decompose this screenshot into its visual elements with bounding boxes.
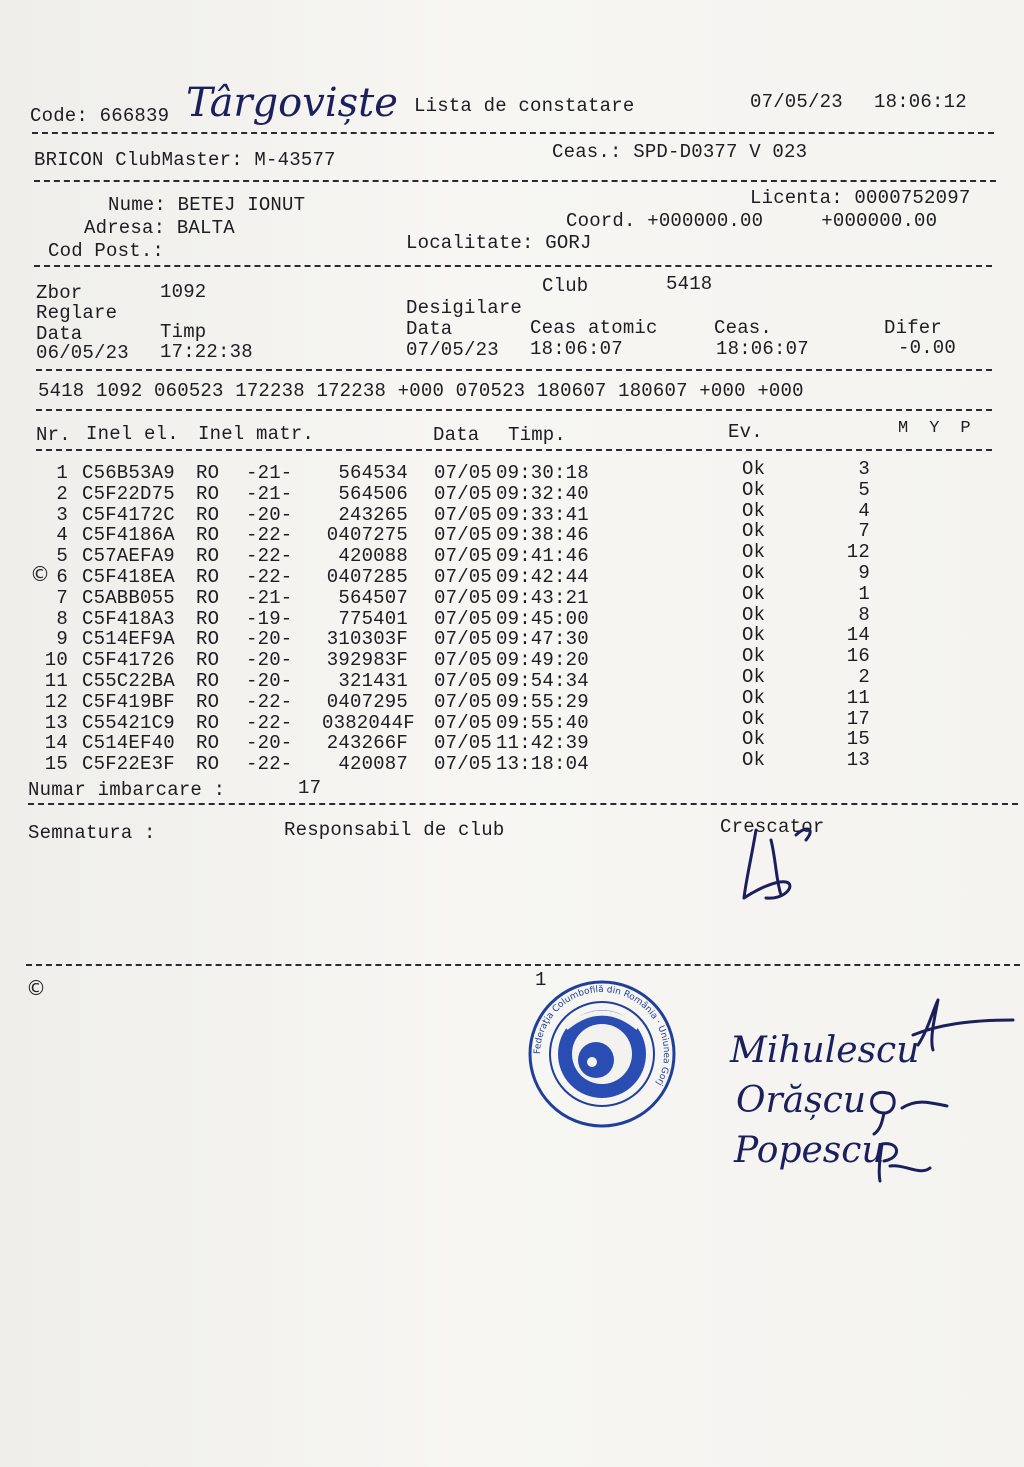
- row-number: 11: [44, 670, 68, 692]
- header-inel-matr: Inel matr.: [198, 423, 315, 445]
- clock-label: Ceas.: [714, 317, 773, 339]
- arrival-time: 09:54:34: [496, 670, 589, 692]
- ring-country: RO: [196, 753, 220, 776]
- binder-mark-icon: ©: [26, 976, 46, 1000]
- order-number: 8: [858, 603, 870, 626]
- license: Licenta: 0000752097: [750, 187, 971, 209]
- ring-matricol: 0382044F: [322, 711, 415, 734]
- arrival-time: 09:47:30: [496, 628, 589, 651]
- ring-country: RO: [196, 690, 220, 713]
- order-number: 14: [846, 624, 870, 647]
- difference-label: Difer: [884, 317, 943, 339]
- document-title: Lista de constatare: [414, 95, 635, 117]
- header-inel-el: Inel el.: [86, 423, 179, 445]
- ring-electronic: C5ABB055: [82, 586, 175, 609]
- arrival-date: 07/05: [434, 566, 493, 588]
- arrival-time: 09:45:00: [496, 607, 589, 630]
- event-status: Ok: [742, 645, 766, 668]
- witness-name-2: Orășcu: [736, 1080, 867, 1121]
- ring-year: -19-: [246, 607, 293, 630]
- arrival-date: 07/05: [434, 649, 493, 672]
- order-number: 11: [846, 686, 870, 709]
- ring-electronic: C5F418EA: [82, 566, 175, 588]
- row-number: 1: [56, 462, 68, 484]
- ring-electronic: C5F41726: [82, 649, 175, 672]
- order-number: 13: [846, 749, 870, 772]
- ring-year: -21-: [246, 482, 293, 505]
- ring-country: RO: [196, 524, 220, 547]
- clubmaster-id: BRICON ClubMaster: M-43577: [34, 149, 336, 171]
- ring-year: -22-: [246, 753, 293, 776]
- arrival-time: 09:30:18: [496, 462, 589, 484]
- event-status: Ok: [742, 666, 766, 688]
- arrival-date: 07/05: [434, 545, 493, 568]
- reglare-date: 06/05/23: [36, 342, 129, 364]
- atomic-clock-label: Ceas atomic: [530, 317, 658, 339]
- arrival-date: 07/05: [434, 690, 493, 713]
- reglare-label: Reglare: [36, 302, 118, 324]
- ring-matricol: 243265: [338, 503, 408, 526]
- ring-matricol: 0407285: [326, 566, 408, 588]
- divider: [36, 449, 992, 451]
- ring-country: RO: [196, 670, 220, 692]
- witness-name-3: Popescu: [734, 1130, 885, 1171]
- event-status: Ok: [742, 541, 766, 564]
- event-status: Ok: [742, 624, 766, 647]
- ring-country: RO: [196, 566, 220, 588]
- header-ev: Ev.: [728, 421, 763, 443]
- coordinates: Coord. +000000.00 +000000.00: [566, 210, 938, 232]
- handwritten-city: Târgoviște: [186, 80, 398, 126]
- event-status: Ok: [742, 603, 766, 626]
- ring-country: RO: [196, 649, 220, 672]
- header-data: Data: [433, 424, 480, 446]
- data-label-2: Data: [406, 318, 453, 340]
- ring-matricol: 0407295: [326, 690, 408, 713]
- row-number: 15: [44, 753, 68, 776]
- witness-signature-3: [870, 1136, 940, 1186]
- flight-label: Zbor: [36, 282, 83, 304]
- ring-electronic: C5F4186A: [82, 524, 175, 547]
- arrival-date: 07/05: [434, 482, 493, 505]
- arrival-time: 09:55:40: [496, 711, 589, 734]
- clock-time: 18:06:07: [716, 338, 809, 360]
- club-label: Club: [542, 275, 589, 297]
- arrival-date: 07/05: [434, 586, 493, 609]
- order-number: 15: [846, 728, 870, 751]
- event-status: Ok: [742, 749, 766, 772]
- order-number: 17: [846, 707, 870, 730]
- ring-matricol: 564507: [338, 586, 408, 609]
- event-status: Ok: [742, 707, 766, 730]
- row-number: 9: [56, 628, 68, 651]
- timp-label: Timp: [160, 321, 207, 343]
- event-status: Ok: [742, 686, 766, 709]
- arrival-time: 09:42:44: [496, 566, 589, 588]
- summary-line: 5418 1092 060523 172238 172238 +000 070523 180607 180607 +000 +000: [38, 380, 804, 402]
- row-number: 6: [56, 566, 68, 588]
- event-status: Ok: [742, 520, 766, 543]
- ring-country: RO: [196, 607, 220, 630]
- page-number: 1: [535, 969, 547, 991]
- ring-year: -22-: [246, 690, 293, 713]
- event-status: Ok: [742, 458, 766, 480]
- embark-count-value: 17: [298, 777, 322, 799]
- desigilare-date: 07/05/23: [406, 339, 499, 361]
- ring-year: -20-: [246, 503, 293, 526]
- arrival-date: 07/05: [434, 628, 493, 651]
- row-number: 3: [56, 503, 68, 526]
- witness-name-1: Mihulescu: [730, 1030, 920, 1071]
- ring-electronic: C514EF40: [82, 732, 175, 755]
- binder-mark-icon: ©: [30, 562, 50, 586]
- divider: [32, 132, 994, 134]
- ring-year: -20-: [246, 628, 293, 651]
- code-label: Code: 666839: [30, 105, 170, 127]
- arrival-date: 07/05: [434, 670, 493, 692]
- ring-matricol: 321431: [338, 670, 408, 692]
- ring-year: -20-: [246, 732, 293, 755]
- order-number: 3: [858, 458, 870, 480]
- arrival-date: 07/05: [434, 524, 493, 547]
- data-label: Data: [36, 323, 83, 345]
- divider: [36, 409, 992, 411]
- ring-electronic: C5F418A3: [82, 607, 175, 630]
- ring-matricol: 243266F: [326, 732, 408, 755]
- witness-signature-2: [862, 1078, 952, 1138]
- flight-number: 1092: [160, 281, 207, 303]
- ring-country: RO: [196, 711, 220, 734]
- ring-matricol: 420087: [338, 753, 408, 776]
- ring-electronic: C56B53A9: [82, 462, 175, 484]
- arrival-time: 09:49:20: [496, 649, 589, 672]
- club-responsible-label: Responsabil de club: [284, 819, 505, 841]
- ring-country: RO: [196, 462, 220, 484]
- ring-year: -22-: [246, 524, 293, 547]
- event-status: Ok: [742, 728, 766, 751]
- row-number: 10: [44, 649, 68, 672]
- fancier-address: Adresa: BALTA: [84, 217, 235, 239]
- arrival-time: 09:33:41: [496, 503, 589, 526]
- ring-electronic: C514EF9A: [82, 628, 175, 651]
- ring-electronic: C55C22BA: [82, 670, 175, 692]
- stamp-text: Federaţia Columbofilă din România · Uniunea Gorj: [532, 984, 672, 1088]
- order-number: 7: [858, 520, 870, 543]
- breeder-signature: [736, 820, 826, 910]
- event-status: Ok: [742, 478, 766, 501]
- divider: [36, 369, 992, 371]
- row-number: 2: [56, 482, 68, 505]
- arrival-date: 07/05: [434, 753, 493, 776]
- order-number: 2: [858, 666, 870, 688]
- ring-matricol: 775401: [338, 607, 408, 630]
- ring-year: -20-: [246, 649, 293, 672]
- ring-matricol: 392983F: [326, 649, 408, 672]
- order-number: 9: [858, 562, 870, 584]
- order-number: 1: [858, 582, 870, 605]
- difference-value: -0.00: [898, 337, 957, 359]
- header-nr: Nr.: [36, 424, 71, 446]
- arrival-time: 11:42:39: [496, 732, 589, 755]
- witness-signature-1: [908, 990, 1018, 1060]
- event-status: Ok: [742, 499, 766, 522]
- ring-year: -22-: [246, 566, 293, 588]
- arrival-time: 13:18:04: [496, 753, 589, 776]
- divider: [28, 803, 1018, 805]
- locality: Localitate: GORJ: [406, 232, 592, 254]
- row-number: 14: [44, 732, 68, 755]
- embark-count-label: Numar imbarcare :: [28, 779, 226, 801]
- ring-year: -22-: [246, 711, 293, 734]
- arrival-date: 07/05: [434, 462, 493, 484]
- print-time: 18:06:12: [874, 91, 967, 113]
- divider: [34, 265, 992, 267]
- desigilare-label: Desigilare: [406, 297, 523, 319]
- ring-matricol: 564506: [338, 482, 408, 505]
- arrival-time: 09:38:46: [496, 524, 589, 547]
- ring-country: RO: [196, 586, 220, 609]
- arrival-time: 09:32:40: [496, 482, 589, 505]
- ring-year: -21-: [246, 586, 293, 609]
- header-myp: M Y P: [898, 419, 971, 438]
- ring-matricol: 0407275: [326, 524, 408, 547]
- arrival-date: 07/05: [434, 607, 493, 630]
- row-number: 4: [56, 524, 68, 547]
- row-number: 5: [56, 545, 68, 568]
- postal-code: Cod Post.:: [48, 240, 165, 262]
- ring-country: RO: [196, 628, 220, 651]
- row-number: 13: [44, 711, 68, 734]
- row-number: 8: [56, 607, 68, 630]
- order-number: 16: [846, 645, 870, 668]
- ring-electronic: C5F22D75: [82, 482, 175, 505]
- divider: [34, 180, 996, 182]
- ring-country: RO: [196, 482, 220, 505]
- event-status: Ok: [742, 562, 766, 584]
- ring-country: RO: [196, 732, 220, 755]
- clock-id: Ceas.: SPD-D0377 V 023: [552, 141, 808, 163]
- ring-electronic: C5F22E3F: [82, 753, 175, 776]
- arrival-date: 07/05: [434, 732, 493, 755]
- signature-label: Semnatura :: [28, 822, 156, 844]
- club-stamp-icon: [526, 978, 678, 1130]
- ring-country: RO: [196, 503, 220, 526]
- ring-matricol: 420088: [338, 545, 408, 568]
- ring-electronic: C55421C9: [82, 711, 175, 734]
- fancier-name: Nume: BETEJ IONUT: [108, 194, 306, 216]
- arrival-date: 07/05: [434, 503, 493, 526]
- ring-year: -20-: [246, 670, 293, 692]
- ring-electronic: C5F419BF: [82, 690, 175, 713]
- order-number: 12: [846, 541, 870, 564]
- club-number: 5418: [666, 273, 713, 295]
- arrival-date: 07/05: [434, 711, 493, 734]
- arrival-time: 09:41:46: [496, 545, 589, 568]
- ring-matricol: 564534: [338, 462, 408, 484]
- ring-electronic: C5F4172C: [82, 503, 175, 526]
- header-timp: Timp.: [508, 424, 567, 446]
- ring-country: RO: [196, 545, 220, 568]
- row-number: 12: [44, 690, 68, 713]
- ring-electronic: C57AEFA9: [82, 545, 175, 568]
- divider: [26, 964, 1020, 966]
- ring-year: -22-: [246, 545, 293, 568]
- reglare-time: 17:22:38: [160, 341, 253, 363]
- print-date: 07/05/23: [750, 91, 843, 113]
- atomic-clock-time: 18:06:07: [530, 338, 623, 360]
- row-number: 7: [56, 586, 68, 609]
- breeder-label: Crescator: [720, 816, 825, 838]
- event-status: Ok: [742, 582, 766, 605]
- order-number: 5: [858, 478, 870, 501]
- arrival-time: 09:43:21: [496, 586, 589, 609]
- ring-matricol: 310303F: [326, 628, 408, 651]
- ring-year: -21-: [246, 462, 293, 484]
- arrival-time: 09:55:29: [496, 690, 589, 713]
- order-number: 4: [858, 499, 870, 522]
